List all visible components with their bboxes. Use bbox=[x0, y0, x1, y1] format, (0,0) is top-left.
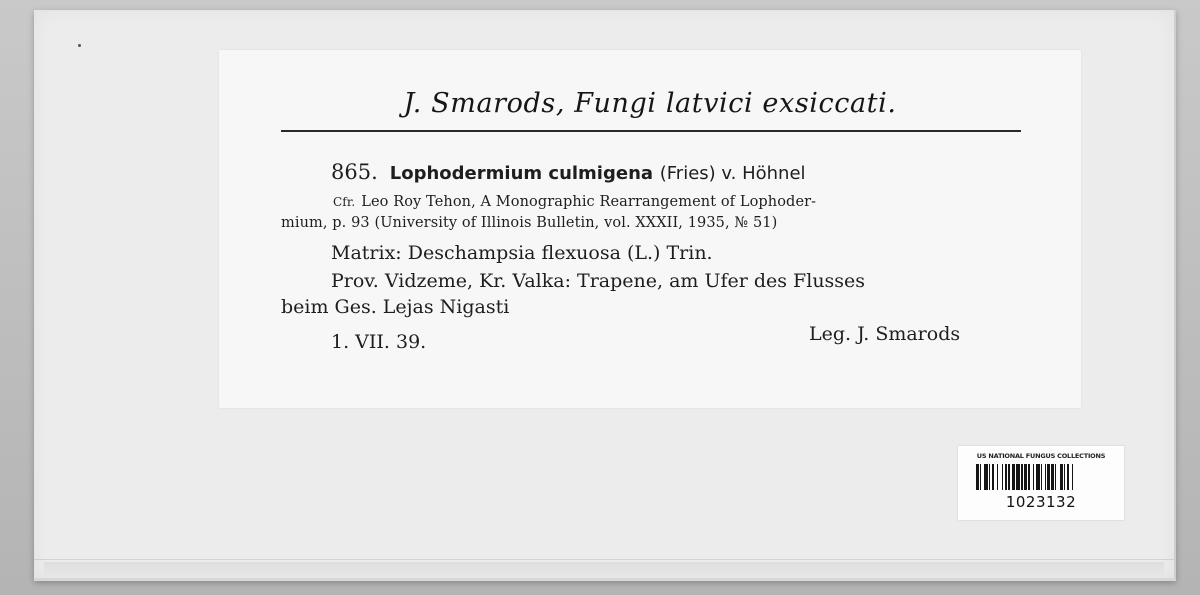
paper-speck bbox=[78, 44, 81, 47]
packet-fold-line bbox=[34, 559, 1174, 560]
locality-line-2: beim Ges. Lejas Nigasti bbox=[281, 296, 510, 318]
collector-name: Leg. J. Smarods bbox=[809, 323, 961, 345]
specimen-packet bbox=[34, 10, 1176, 581]
title-underline bbox=[281, 130, 1021, 132]
matrix-line: Matrix: Deschampsia flexuosa (L.) Trin. bbox=[331, 242, 713, 264]
exsiccata-number: 865. bbox=[331, 160, 378, 184]
reference-line-1 bbox=[333, 194, 816, 210]
label-title: J. Smarods, Fungi latvici exsiccati. bbox=[403, 88, 897, 119]
cfr-prefix: Cfr. bbox=[333, 195, 356, 209]
packet-bottom-edge bbox=[44, 562, 1164, 578]
herbarium-label bbox=[219, 50, 1081, 408]
species-authority: (Fries) v. Höhnel bbox=[659, 163, 806, 184]
barcode-bars bbox=[976, 464, 1106, 490]
reference-line-2: mium, p. 93 (University of Illinois Bulletin, vol. XXXII, 1935, № 51) bbox=[281, 215, 778, 231]
barcode-label bbox=[958, 446, 1124, 520]
barcode-caption: US NATIONAL FUNGUS COLLECTIONS bbox=[976, 452, 1106, 460]
reference-text-1: Leo Roy Tehon, A Monographic Rearrangement of Lophoder- bbox=[361, 194, 817, 210]
species-line bbox=[331, 160, 806, 184]
collection-date: 1. VII. 39. bbox=[331, 331, 427, 353]
barcode-number: 1023132 bbox=[1005, 493, 1077, 511]
barcode-stripe bbox=[1073, 464, 1074, 490]
locality-line-1: Prov. Vidzeme, Kr. Valka: Trapene, am Ufer des Flusses bbox=[331, 270, 866, 292]
species-name: Lophodermium culmigena bbox=[389, 163, 654, 184]
